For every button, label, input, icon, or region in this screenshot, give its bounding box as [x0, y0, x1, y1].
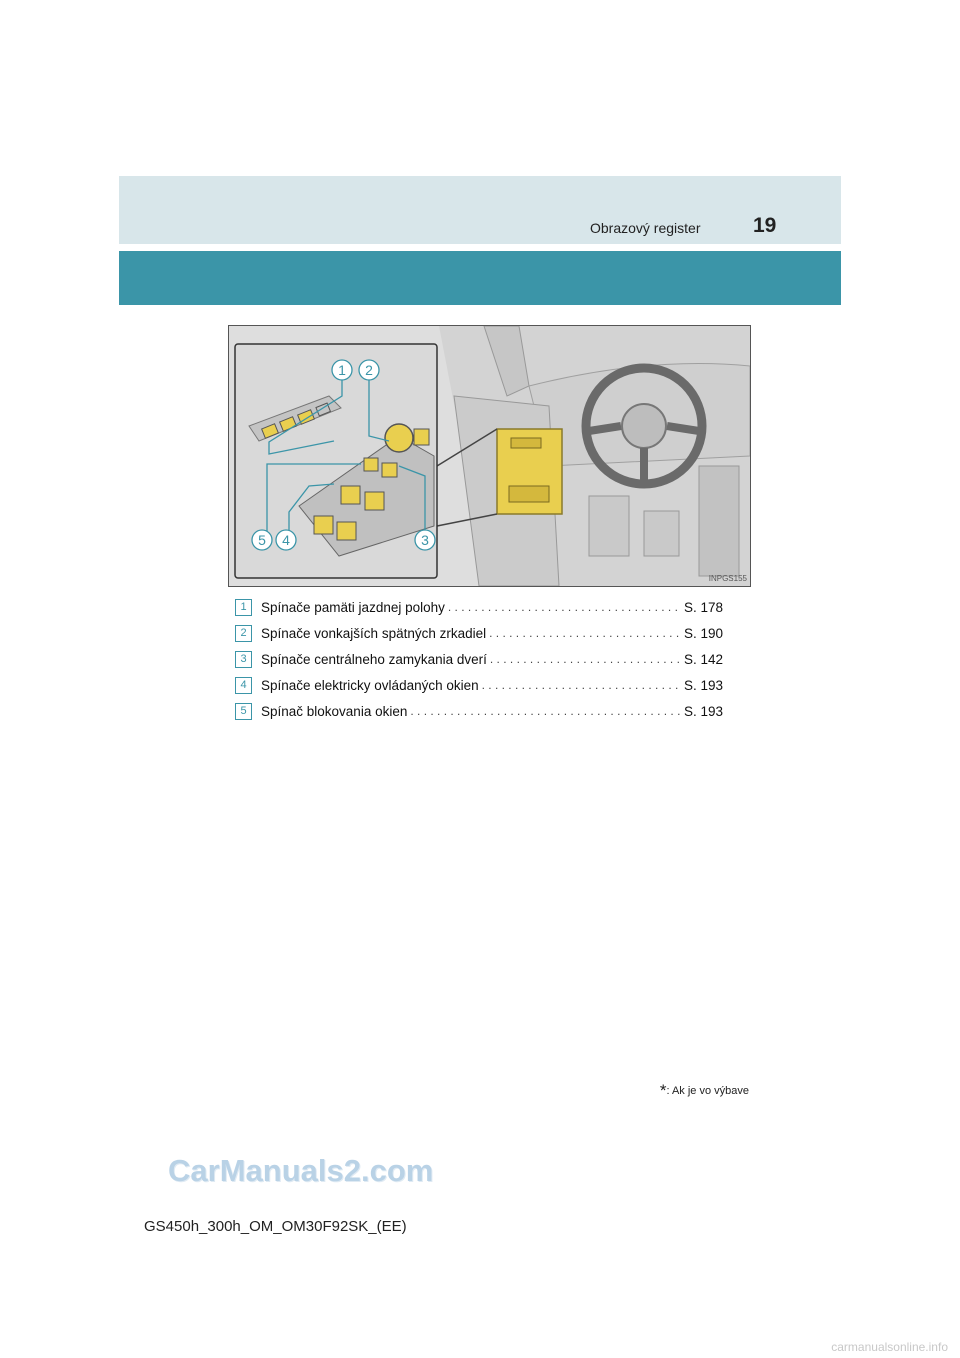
item-number: 1	[235, 599, 252, 616]
list-item	[235, 672, 723, 698]
switch-list	[235, 594, 723, 724]
dot-leader	[482, 678, 681, 692]
item-label: Spínač blokovania okien	[261, 703, 408, 719]
dot-leader	[489, 626, 681, 640]
callout-3-label: 3	[421, 532, 429, 548]
header-band	[119, 176, 841, 244]
item-label: Spínače vonkajších spätných zrkadiel	[261, 625, 487, 641]
item-number: 5	[235, 703, 252, 720]
page-number: 19	[753, 214, 777, 237]
page-reference[interactable]: S. 193	[683, 703, 723, 719]
callout-5-label: 5	[258, 532, 266, 548]
footnote	[660, 1081, 749, 1101]
item-number: 3	[235, 651, 252, 668]
watermark[interactable]: CarManuals2.com	[168, 1153, 434, 1188]
page-reference[interactable]: S. 193	[683, 677, 723, 693]
item-label: Spínače elektricky ovládaných okien	[261, 677, 479, 693]
item-label: Spínače centrálneho zamykania dverí	[261, 651, 487, 667]
callout-1-label: 1	[338, 362, 346, 378]
item-number: 4	[235, 677, 252, 694]
list-item	[235, 646, 723, 672]
document-code: GS450h_300h_OM_OM30F92SK_(EE)	[144, 1218, 407, 1235]
page-reference[interactable]: S. 190	[683, 625, 723, 641]
figure-code: INPGS155	[708, 574, 747, 583]
dot-leader	[410, 704, 681, 718]
callout-2-label: 2	[365, 362, 373, 378]
list-item	[235, 698, 723, 724]
dot-leader	[490, 652, 681, 666]
source-mark[interactable]: carmanualsonline.info	[831, 1340, 948, 1354]
page-reference[interactable]: S. 178	[683, 599, 723, 615]
list-item	[235, 594, 723, 620]
door-switch-illustration	[228, 325, 751, 587]
section-bar	[119, 251, 841, 305]
list-item	[235, 620, 723, 646]
page-reference[interactable]: S. 142	[683, 651, 723, 667]
callout-4-label: 4	[282, 532, 290, 548]
item-label: Spínače pamäti jazdnej polohy	[261, 599, 445, 615]
dot-leader	[448, 600, 681, 614]
item-number: 2	[235, 625, 252, 642]
section-title: Obrazový register	[590, 220, 701, 236]
footnote-star: *	[659, 1081, 667, 1100]
footnote-text: : Ak je vo výbave	[666, 1085, 749, 1097]
